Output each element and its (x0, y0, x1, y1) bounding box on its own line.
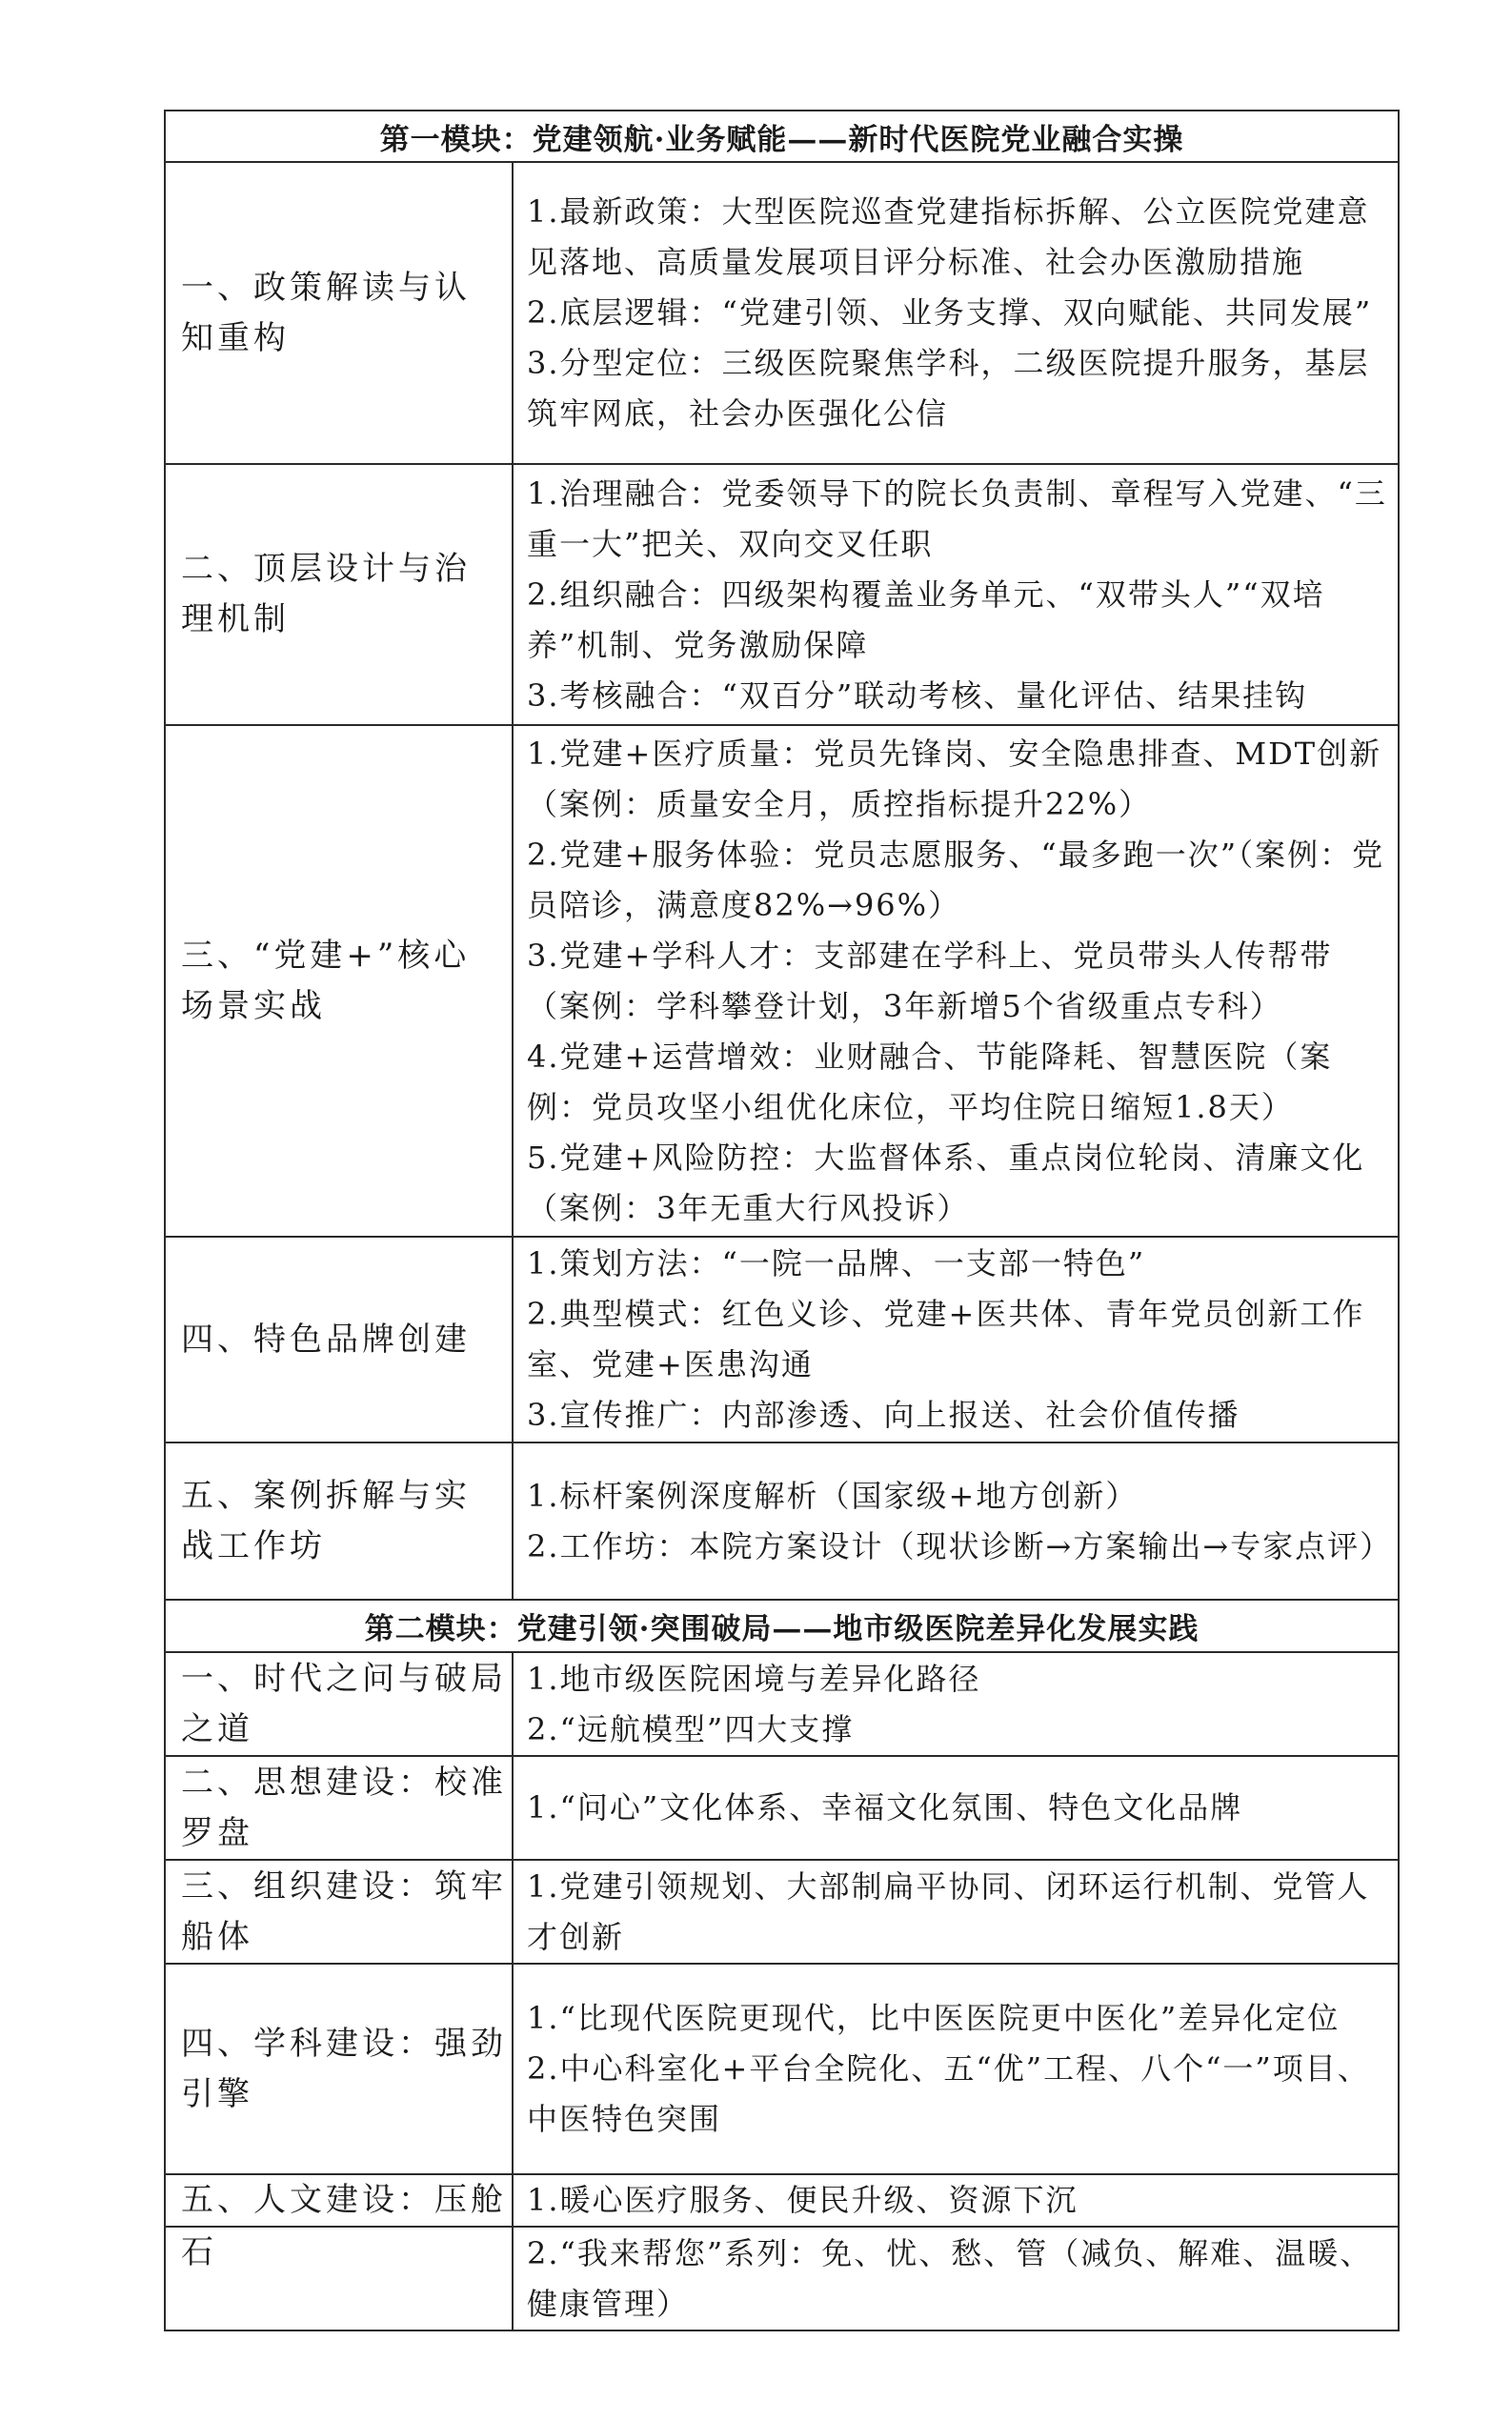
topic-text: 一、时代之问与破局 (181, 1659, 507, 1698)
module-2-row-3 (165, 1860, 1399, 1964)
module-1-header-row (165, 111, 1399, 162)
content-item: 1.“比现代医院更现代，比中医医院更中医化”差异化定位 (527, 2000, 1341, 2036)
content-item: 3.考核融合：“双百分”联动考核、量化评估、结果挂钩 (527, 676, 1308, 714)
topic-cell (165, 1964, 513, 2174)
topic-cell (165, 2174, 513, 2227)
content-cell (513, 162, 1399, 464)
content-item: 2.“我来帮您”系列：免、忧、愁、管（减负、解难、温暖、健康管理） (527, 2234, 1373, 2322)
topic-text: 二、顶层设计与治 (181, 550, 471, 588)
topic-cell (165, 464, 513, 725)
content-item: 3.党建+学科人才：支部建在学科上、党员带头人传帮带（案例：学科攀登计划，3年新增5个省级重点专科） (527, 937, 1333, 1024)
topic-text: 理机制 (181, 600, 290, 638)
topic-cell (165, 1860, 513, 1964)
topic-text: 五、案例拆解与实 (181, 1476, 471, 1515)
topic-text: 船体 (181, 1917, 253, 1956)
content-cell (513, 1237, 1399, 1443)
module-1-row-5 (165, 1443, 1399, 1600)
content-item: 2.党建+服务体验：党员志愿服务、“最多跑一次”（案例：党员陪诊，满意度82%→96%） (527, 836, 1385, 923)
content-item: 1.党建引领规划、大部制扁平协同、闭环运行机制、党管人才创新 (527, 1867, 1370, 1955)
content-cell (513, 725, 1399, 1237)
topic-text: 场景实战 (181, 986, 326, 1025)
content-item: 1.最新政策：大型医院巡查党建指标拆解、公立医院党建意见落地、高质量发展项目评分标准、社会办医激励措施 (527, 193, 1370, 280)
content-item: 4.党建+运营增效：业财融合、节能降耗、智慧医院（案例：党员攻坚小组优化床位，平均住院日缩短1.8天） (527, 1038, 1333, 1125)
content-item: 1.“问心”文化体系、幸福文化氛围、特色文化品牌 (527, 1789, 1243, 1826)
topic-cell (165, 1756, 513, 1860)
topic-cell (165, 162, 513, 464)
module-2-title: 第二模块：党建引领·突围破局——地市级医院差异化发展实践 (165, 1600, 1399, 1652)
module-2-row-6 (165, 2227, 1399, 2330)
module-2-row-2 (165, 1756, 1399, 1860)
content-item: 1.标杆案例深度解析（国家级+地方创新） (527, 1477, 1139, 1514)
content-item: 3.分型定位：三级医院聚焦学科，二级医院提升服务，基层筑牢网底，社会办医强化公信 (527, 345, 1370, 432)
content-cell (513, 1756, 1399, 1860)
curriculum-table (164, 110, 1400, 2331)
topic-text: 三、组织建设：筑牢 (181, 1866, 507, 1906)
content-item: 2.中心科室化+平台全院化、五“优”工程、八个“一”项目、中医特色突围 (527, 2050, 1370, 2137)
module-2-row-4 (165, 1964, 1399, 2174)
content-cell (513, 1964, 1399, 2174)
module-1-row-1 (165, 162, 1399, 464)
topic-cell (165, 1237, 513, 1443)
topic-cell (165, 2227, 513, 2330)
content-cell (513, 1652, 1399, 1756)
content-item: 2.工作坊：本院方案设计（现状诊断→方案输出→专家点评） (527, 1527, 1393, 1564)
topic-text: 四、特色品牌创建 (181, 1320, 471, 1359)
content-item: 2.底层逻辑：“党建引领、业务支撑、双向赋能、共同发展” (527, 294, 1373, 331)
topic-text: 石 (181, 2233, 217, 2271)
module-2-row-1 (165, 1652, 1399, 1756)
module-2-header-row (165, 1600, 1399, 1652)
topic-text: 二、思想建设：校准 (181, 1763, 507, 1802)
topic-text: 四、学科建设：强劲 (181, 2024, 507, 2063)
module-1-row-2 (165, 464, 1399, 725)
content-item: 5.党建+风险防控：大监督体系、重点岗位轮岗、清廉文化（案例：3年无重大行风投诉） (527, 1139, 1365, 1226)
content-cell (513, 2227, 1399, 2330)
module-1-row-4 (165, 1237, 1399, 1443)
topic-text: 知重构 (181, 318, 290, 357)
topic-text: 三、“党建+”核心 (181, 936, 471, 975)
curriculum-document (164, 110, 1398, 2331)
content-item: 1.治理融合：党委领导下的院长负责制、章程写入党建、“三重一大”把关、双向交叉任职 (527, 474, 1387, 562)
content-item: 2.组织融合：四级架构覆盖业务单元、“双带头人”“双培养”机制、党务激励保障 (527, 575, 1325, 663)
topic-text: 引擎 (181, 2074, 253, 2113)
topic-cell (165, 1443, 513, 1600)
content-item: 2.典型模式：红色义诊、党建+医共体、青年党员创新工作室、党建+医患沟通 (527, 1296, 1365, 1382)
content-cell (513, 464, 1399, 725)
content-item: 1.党建+医疗质量：党员先锋岗、安全隐患排查、MDT创新（案例：质量安全月，质控指标提升22%） (527, 735, 1382, 822)
content-item: 3.宣传推广：内部渗透、向上报送、社会价值传播 (527, 1397, 1240, 1433)
content-cell (513, 2174, 1399, 2227)
module-2-row-5 (165, 2174, 1399, 2227)
topic-text: 之道 (181, 1709, 253, 1748)
content-item: 1.暖心医疗服务、便民升级、资源下沉 (527, 2182, 1079, 2218)
topic-text: 五、人文建设：压舱 (181, 2181, 507, 2219)
module-1-row-3 (165, 725, 1399, 1237)
content-item: 1.地市级医院困境与差异化路径 (527, 1660, 981, 1697)
topic-cell (165, 1652, 513, 1756)
content-item: 1.策划方法：“一院一品牌、一支部一特色” (527, 1245, 1146, 1281)
topic-text: 一、政策解读与认 (181, 268, 471, 307)
content-cell (513, 1443, 1399, 1600)
topic-text: 战工作坊 (181, 1526, 326, 1565)
module-1-title: 第一模块：党建领航·业务赋能——新时代医院党业融合实操 (165, 111, 1399, 162)
content-item: 2.“远航模型”四大支撑 (527, 1710, 855, 1747)
topic-text: 罗盘 (181, 1813, 253, 1852)
content-cell (513, 1860, 1399, 1964)
topic-cell (165, 725, 513, 1237)
